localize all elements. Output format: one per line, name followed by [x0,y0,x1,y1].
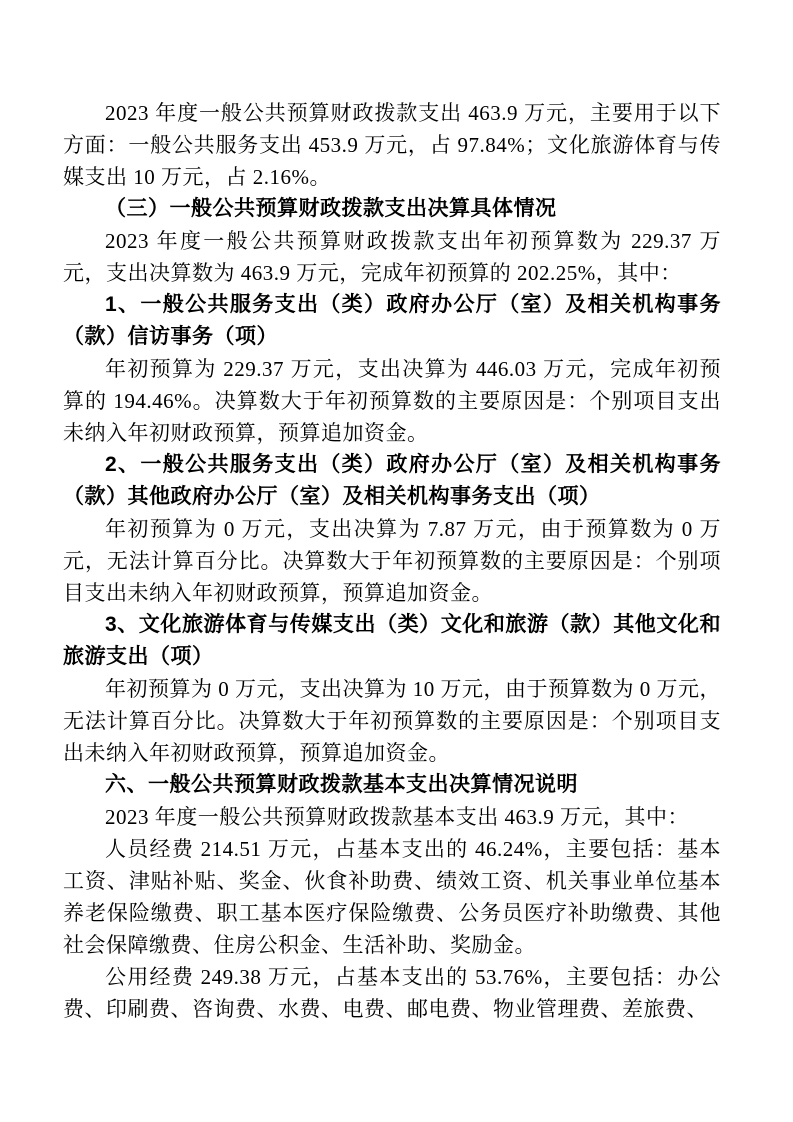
item-heading-3-culture-tourism: 3、文化旅游体育与传媒支出（类）文化和旅游（款）其他文化和旅游支出（项） [63,613,721,668]
paragraph-personnel-funds: 人员经费 214.51 万元，占基本支出的 46.24%，主要包括：基本工资、津贴补贴、奖金、伙食补助费、绩效工资、机关事业单位基本养老保险缴费、职工基本医疗保险缴费、公务员医疗补助缴费、其他社会保障缴费、住房公积金、生活补助、奖励金。 [63,837,721,957]
section-heading-specific-situation: （三）一般公共预算财政拨款支出决算具体情况 [105,197,557,220]
item-heading-2-other-gov-office-affairs: 2、一般公共服务支出（类）政府办公厅（室）及相关机构事务（款）其他政府办公厅（室）及相关机构事务支出（项） [63,453,721,508]
section-heading-basic-expenditure: 六、一般公共预算财政拨款基本支出决算情况说明 [105,773,578,796]
paragraph-public-funds: 公用经费 249.38 万元，占基本支出的 53.76%，主要包括：办公费、印刷费、咨询费、水费、电费、邮电费、物业管理费、差旅费、 [63,965,721,1021]
paragraph-basic-expenditure-total: 2023 年度一般公共预算财政拨款基本支出 463.9 万元，其中： [105,805,689,829]
item-heading-1-petition-affairs: 1、一般公共服务支出（类）政府办公厅（室）及相关机构事务（款）信访事务（项） [63,293,721,348]
paragraph-item-3-detail: 年初预算为 0 万元，支出决算为 10 万元，由于预算数为 0 万元，无法计算百分比。决算数大于年初预算数的主要原因是：个别项目支出未纳入年初财政预算，预算追加资金。 [63,677,721,765]
paragraph-expenditure-overview: 2023 年度一般公共预算财政拨款支出 463.9 万元，主要用于以下方面：一般公共服务支出 453.9 万元，占 97.84%；文化旅游体育与传媒支出 10 万元，占 2.16%。 [63,101,721,189]
paragraph-item-1-detail: 年初预算为 229.37 万元，支出决算为 446.03 万元，完成年初预算的 194.46%。决算数大于年初预算数的主要原因是：个别项目支出未纳入年初财政预算，预算追加资金。 [63,357,721,445]
paragraph-item-2-detail: 年初预算为 0 万元，支出决算为 7.87 万元，由于预算数为 0 万元，无法计算百分比。决算数大于年初预算数的主要原因是：个别项目支出未纳入年初财政预算，预算追加资金。 [63,517,721,605]
budget-report-text [63,97,721,1025]
paragraph-budget-vs-final: 2023 年度一般公共预算财政拨款支出年初预算数为 229.37 万元，支出决算数为 463.9 万元，完成年初预算的 202.25%，其中： [63,229,721,285]
